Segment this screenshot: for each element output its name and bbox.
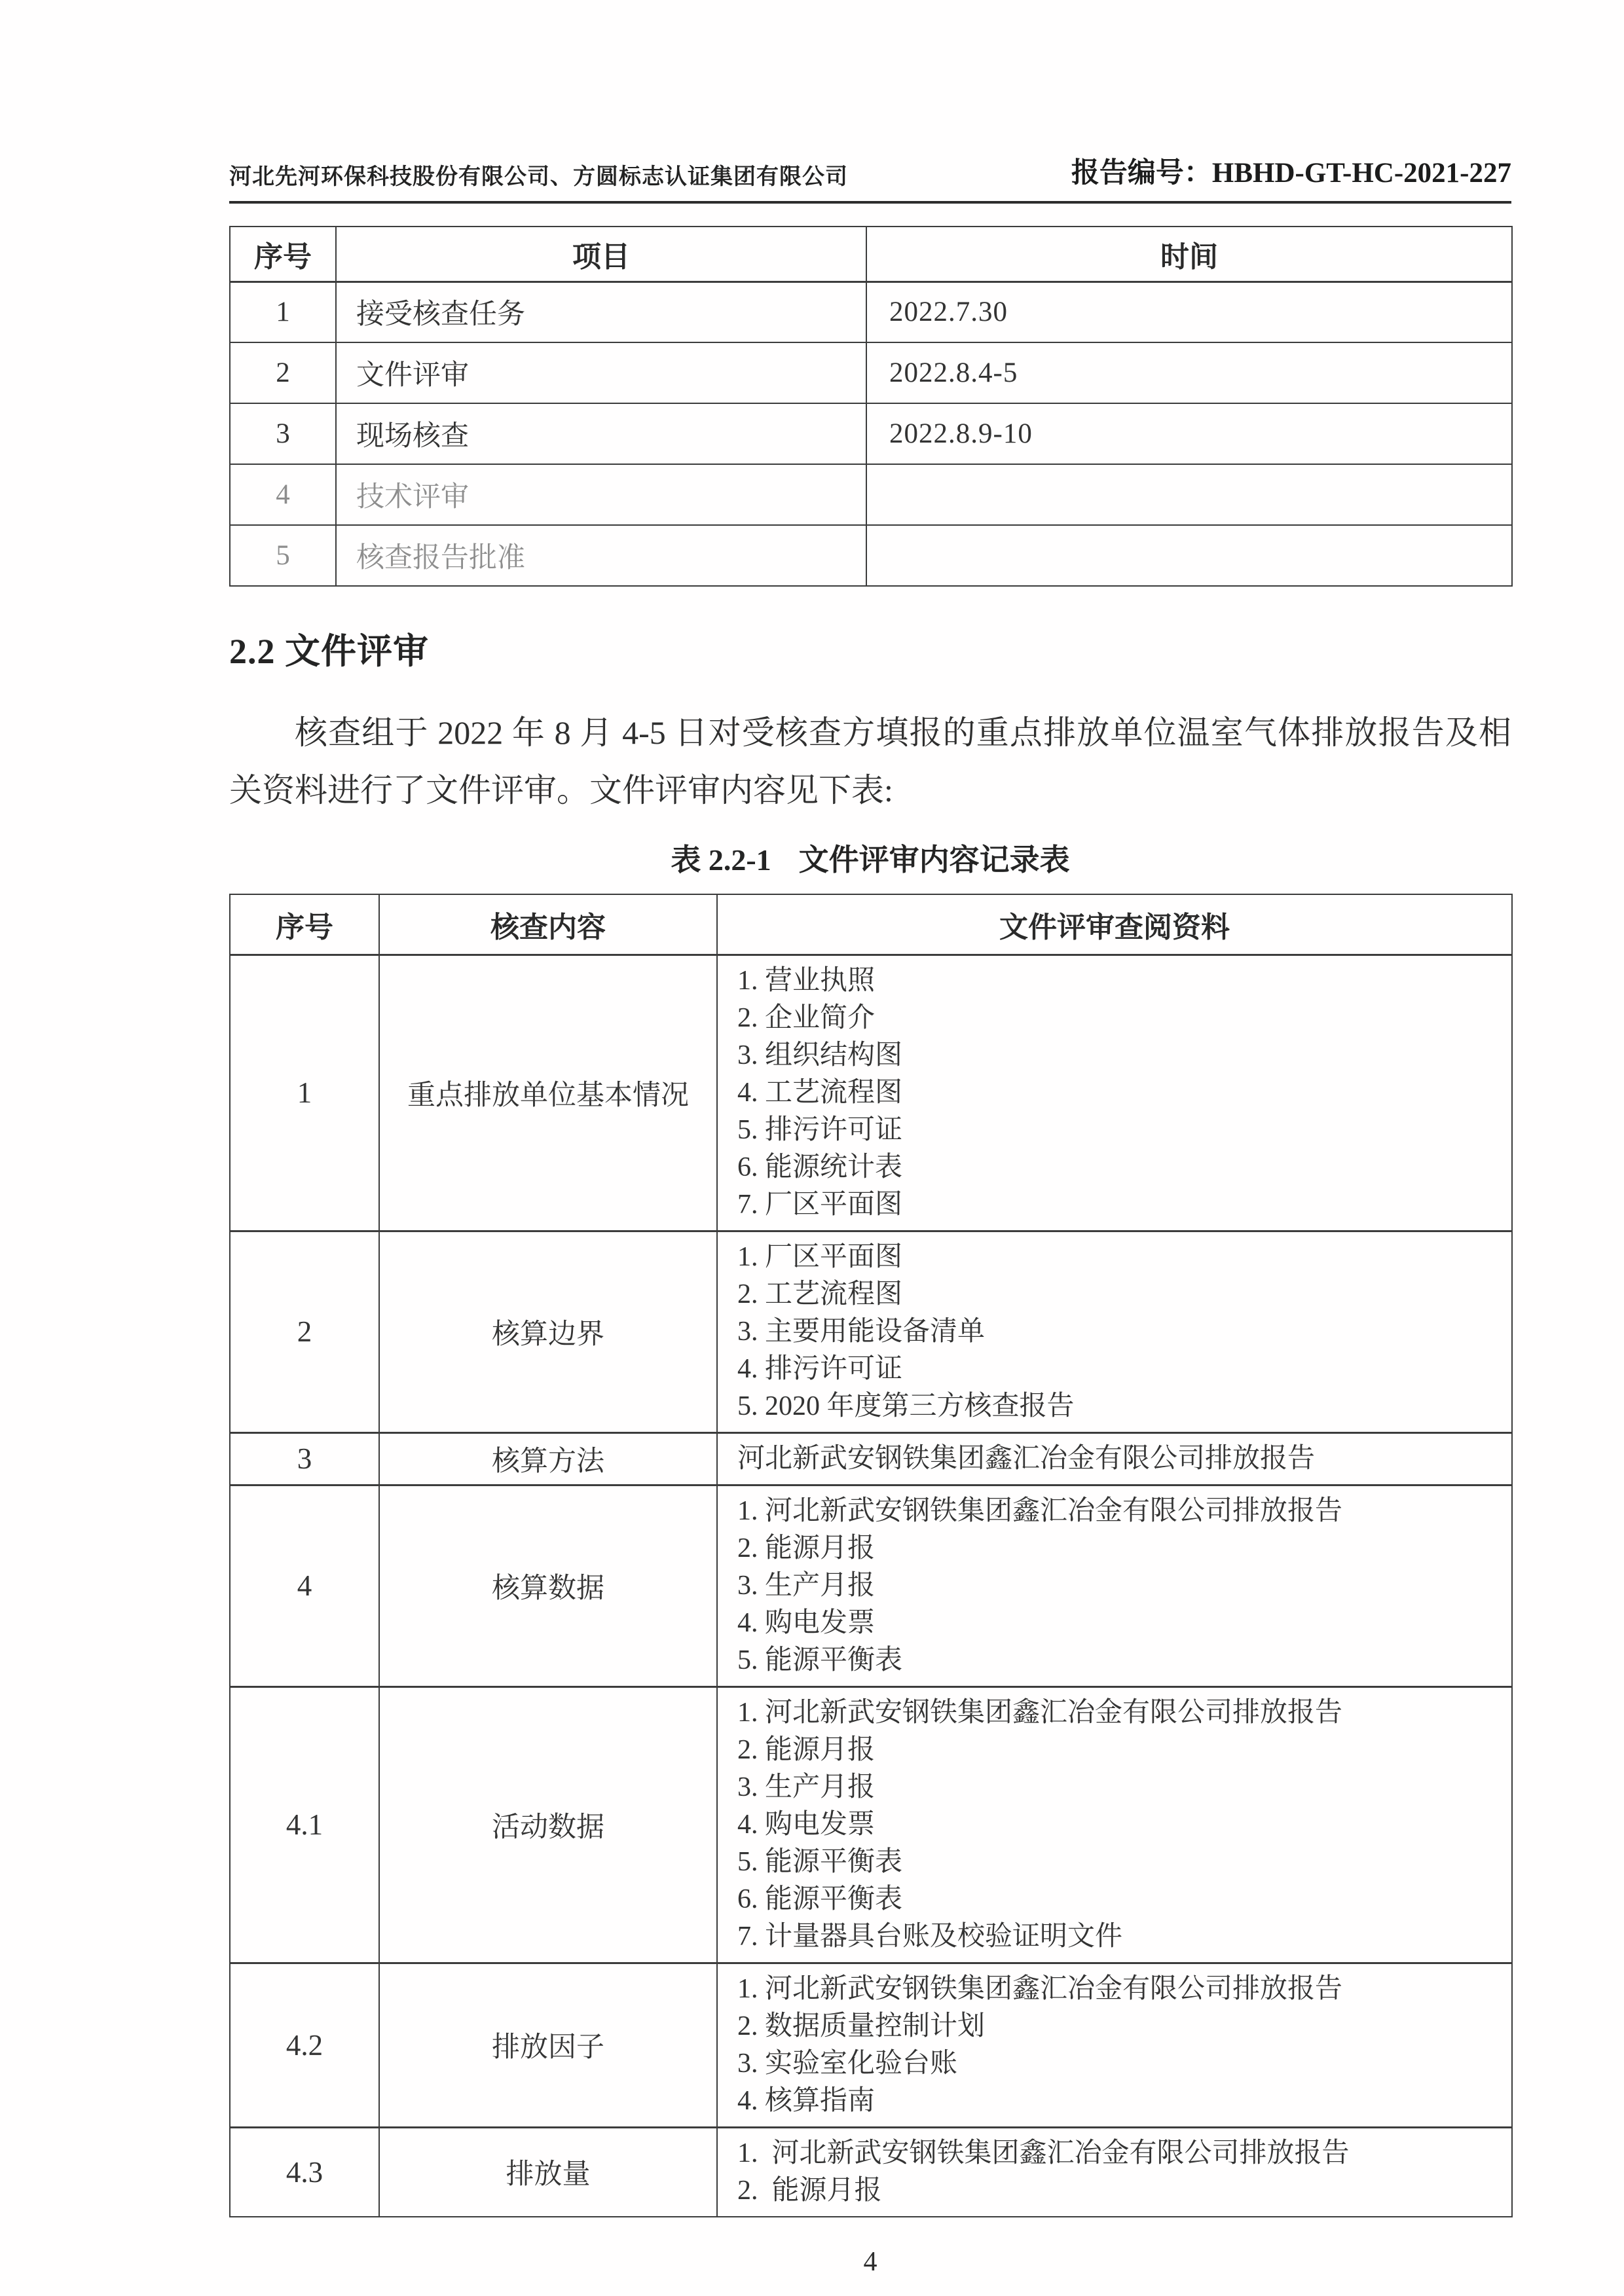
report-number — [1071, 151, 1511, 191]
review-table-body — [230, 955, 1512, 2217]
table-row — [230, 403, 1512, 464]
time-cell: 2022.8.4-5 — [866, 342, 1512, 403]
header-row — [230, 227, 1512, 282]
column-header-serial: 序号 — [230, 227, 336, 282]
doc-line: 5. 能源平衡表 — [737, 1846, 903, 1877]
docs-cell — [717, 1432, 1512, 1485]
doc-line: 4. 购电发票 — [737, 1809, 876, 1840]
doc-line: 2. 工艺流程图 — [737, 1279, 903, 1309]
time-cell: 2022.8.9-10 — [866, 403, 1512, 464]
serial-cell: 1 — [230, 955, 379, 1231]
table-caption — [229, 836, 1511, 879]
column-header-time: 时间 — [866, 227, 1512, 282]
docs-cell — [717, 1231, 1512, 1432]
item-cell: 接受核查任务 — [336, 282, 866, 342]
schedule-table — [229, 226, 1513, 587]
table-row — [230, 1485, 1512, 1686]
content-cell: 核算边界 — [379, 1231, 717, 1432]
serial-cell: 4.1 — [230, 1686, 379, 1963]
doc-line: 2. 能源月报 — [737, 1533, 876, 1563]
doc-line: 6. 能源平衡表 — [737, 1884, 903, 1914]
doc-line: 河北新武安钢铁集团鑫汇冶金有限公司排放报告 — [737, 1443, 1316, 1474]
doc-line: 4. 排污许可证 — [737, 1353, 903, 1384]
doc-line: 1. 营业执照 — [737, 965, 876, 996]
table-caption-title: 文件评审内容记录表 — [798, 843, 1070, 877]
column-header-item: 项目 — [336, 227, 866, 282]
serial-cell: 4 — [230, 464, 336, 525]
section-heading: 2.2 文件评审 — [229, 632, 429, 671]
docs-cell — [717, 2127, 1512, 2217]
doc-line: 1. 河北新武安钢铁集团鑫汇冶金有限公司排放报告 — [737, 1973, 1343, 2004]
review-table — [229, 894, 1513, 2217]
table-row — [230, 1432, 1512, 1485]
doc-line: 3. 生产月报 — [737, 1570, 876, 1601]
report-number-label: 报告编号： — [1071, 158, 1212, 189]
serial-cell: 5 — [230, 525, 336, 586]
table-row — [230, 955, 1512, 1231]
doc-line: 2. 企业简介 — [737, 1002, 876, 1033]
table-row — [230, 525, 1512, 586]
doc-line: 7. 厂区平面图 — [737, 1189, 903, 1220]
review-table-head — [230, 894, 1512, 955]
column-header-serial: 序号 — [230, 894, 379, 955]
serial-cell: 4 — [230, 1485, 379, 1686]
docs-cell — [717, 1963, 1512, 2127]
doc-line: 1. 厂区平面图 — [737, 1241, 903, 1272]
table-row — [230, 464, 1512, 525]
time-cell: 2022.7.30 — [866, 282, 1512, 342]
doc-line: 2. 能源月报 — [737, 1734, 876, 1765]
doc-line: 2. 数据质量控制计划 — [737, 2011, 986, 2041]
company-name: 河北先河环保科技股份有限公司、方圆标志认证集团有限公司 — [229, 165, 848, 189]
page-number: 4 — [863, 2246, 877, 2277]
table-row — [230, 1686, 1512, 1963]
docs-cell — [717, 1686, 1512, 1963]
report-number-value: HBHD-GT-HC-2021-227 — [1211, 158, 1511, 189]
doc-line: 6. 能源统计表 — [737, 1152, 903, 1182]
serial-cell: 4.2 — [230, 1963, 379, 2127]
serial-cell: 3 — [230, 1432, 379, 1485]
doc-line: 4. 核算指南 — [737, 2085, 876, 2116]
schedule-table-body — [230, 282, 1512, 586]
item-cell: 技术评审 — [336, 464, 866, 525]
serial-cell: 4.3 — [230, 2127, 379, 2217]
table-row — [230, 342, 1512, 403]
content-cell: 重点排放单位基本情况 — [379, 955, 717, 1231]
doc-line: 5. 2020 年度第三方核查报告 — [737, 1391, 1075, 1421]
schedule-table-head — [230, 227, 1512, 282]
serial-cell: 3 — [230, 403, 336, 464]
content-cell: 排放量 — [379, 2127, 717, 2217]
table-row — [230, 282, 1512, 342]
doc-line: 5. 能源平衡表 — [737, 1645, 903, 1675]
doc-line: 7. 计量器具台账及校验证明文件 — [737, 1921, 1123, 1952]
table-row — [230, 2127, 1512, 2217]
doc-line: 3. 生产月报 — [737, 1772, 876, 1802]
table-caption-label: 表 2.2-1 — [671, 843, 771, 877]
docs-cell — [717, 955, 1512, 1231]
time-cell — [866, 464, 1512, 525]
doc-line: 5. 排污许可证 — [737, 1114, 903, 1145]
doc-line: 4. 购电发票 — [737, 1607, 876, 1638]
document-header — [229, 151, 1511, 204]
doc-line: 3. 实验室化验台账 — [737, 2048, 958, 2079]
doc-line: 2. 能源月报 — [737, 2175, 882, 2206]
column-header-docs: 文件评审查阅资料 — [717, 894, 1512, 955]
content-cell: 排放因子 — [379, 1963, 717, 2127]
item-cell: 文件评审 — [336, 342, 866, 403]
doc-line: 3. 组织结构图 — [737, 1040, 903, 1070]
docs-cell — [717, 1485, 1512, 1686]
serial-cell: 2 — [230, 1231, 379, 1432]
time-cell — [866, 525, 1512, 586]
doc-line: 3. 主要用能设备清单 — [737, 1316, 986, 1347]
content-cell: 活动数据 — [379, 1686, 717, 1963]
item-cell: 现场核查 — [336, 403, 866, 464]
table-row — [230, 1963, 1512, 2127]
doc-line: 1. 河北新武安钢铁集团鑫汇冶金有限公司排放报告 — [737, 2138, 1350, 2168]
content-cell: 核算方法 — [379, 1432, 717, 1485]
header-row — [230, 894, 1512, 955]
content-cell: 核算数据 — [379, 1485, 717, 1686]
review-paragraph: 核查组于 2022 年 8 月 4-5 日对受核查方填报的重点排放单位温室气体排放报告及相关资料进行了文件评审。文件评审内容见下表: — [229, 714, 1511, 809]
doc-line: 4. 工艺流程图 — [737, 1077, 903, 1108]
column-header-content: 核查内容 — [379, 894, 717, 955]
doc-line: 1. 河北新武安钢铁集团鑫汇冶金有限公司排放报告 — [737, 1495, 1343, 1526]
serial-cell: 2 — [230, 342, 336, 403]
table-row — [230, 1231, 1512, 1432]
doc-line: 1. 河北新武安钢铁集团鑫汇冶金有限公司排放报告 — [737, 1697, 1343, 1728]
item-cell: 核查报告批准 — [336, 525, 866, 586]
serial-cell: 1 — [230, 282, 336, 342]
